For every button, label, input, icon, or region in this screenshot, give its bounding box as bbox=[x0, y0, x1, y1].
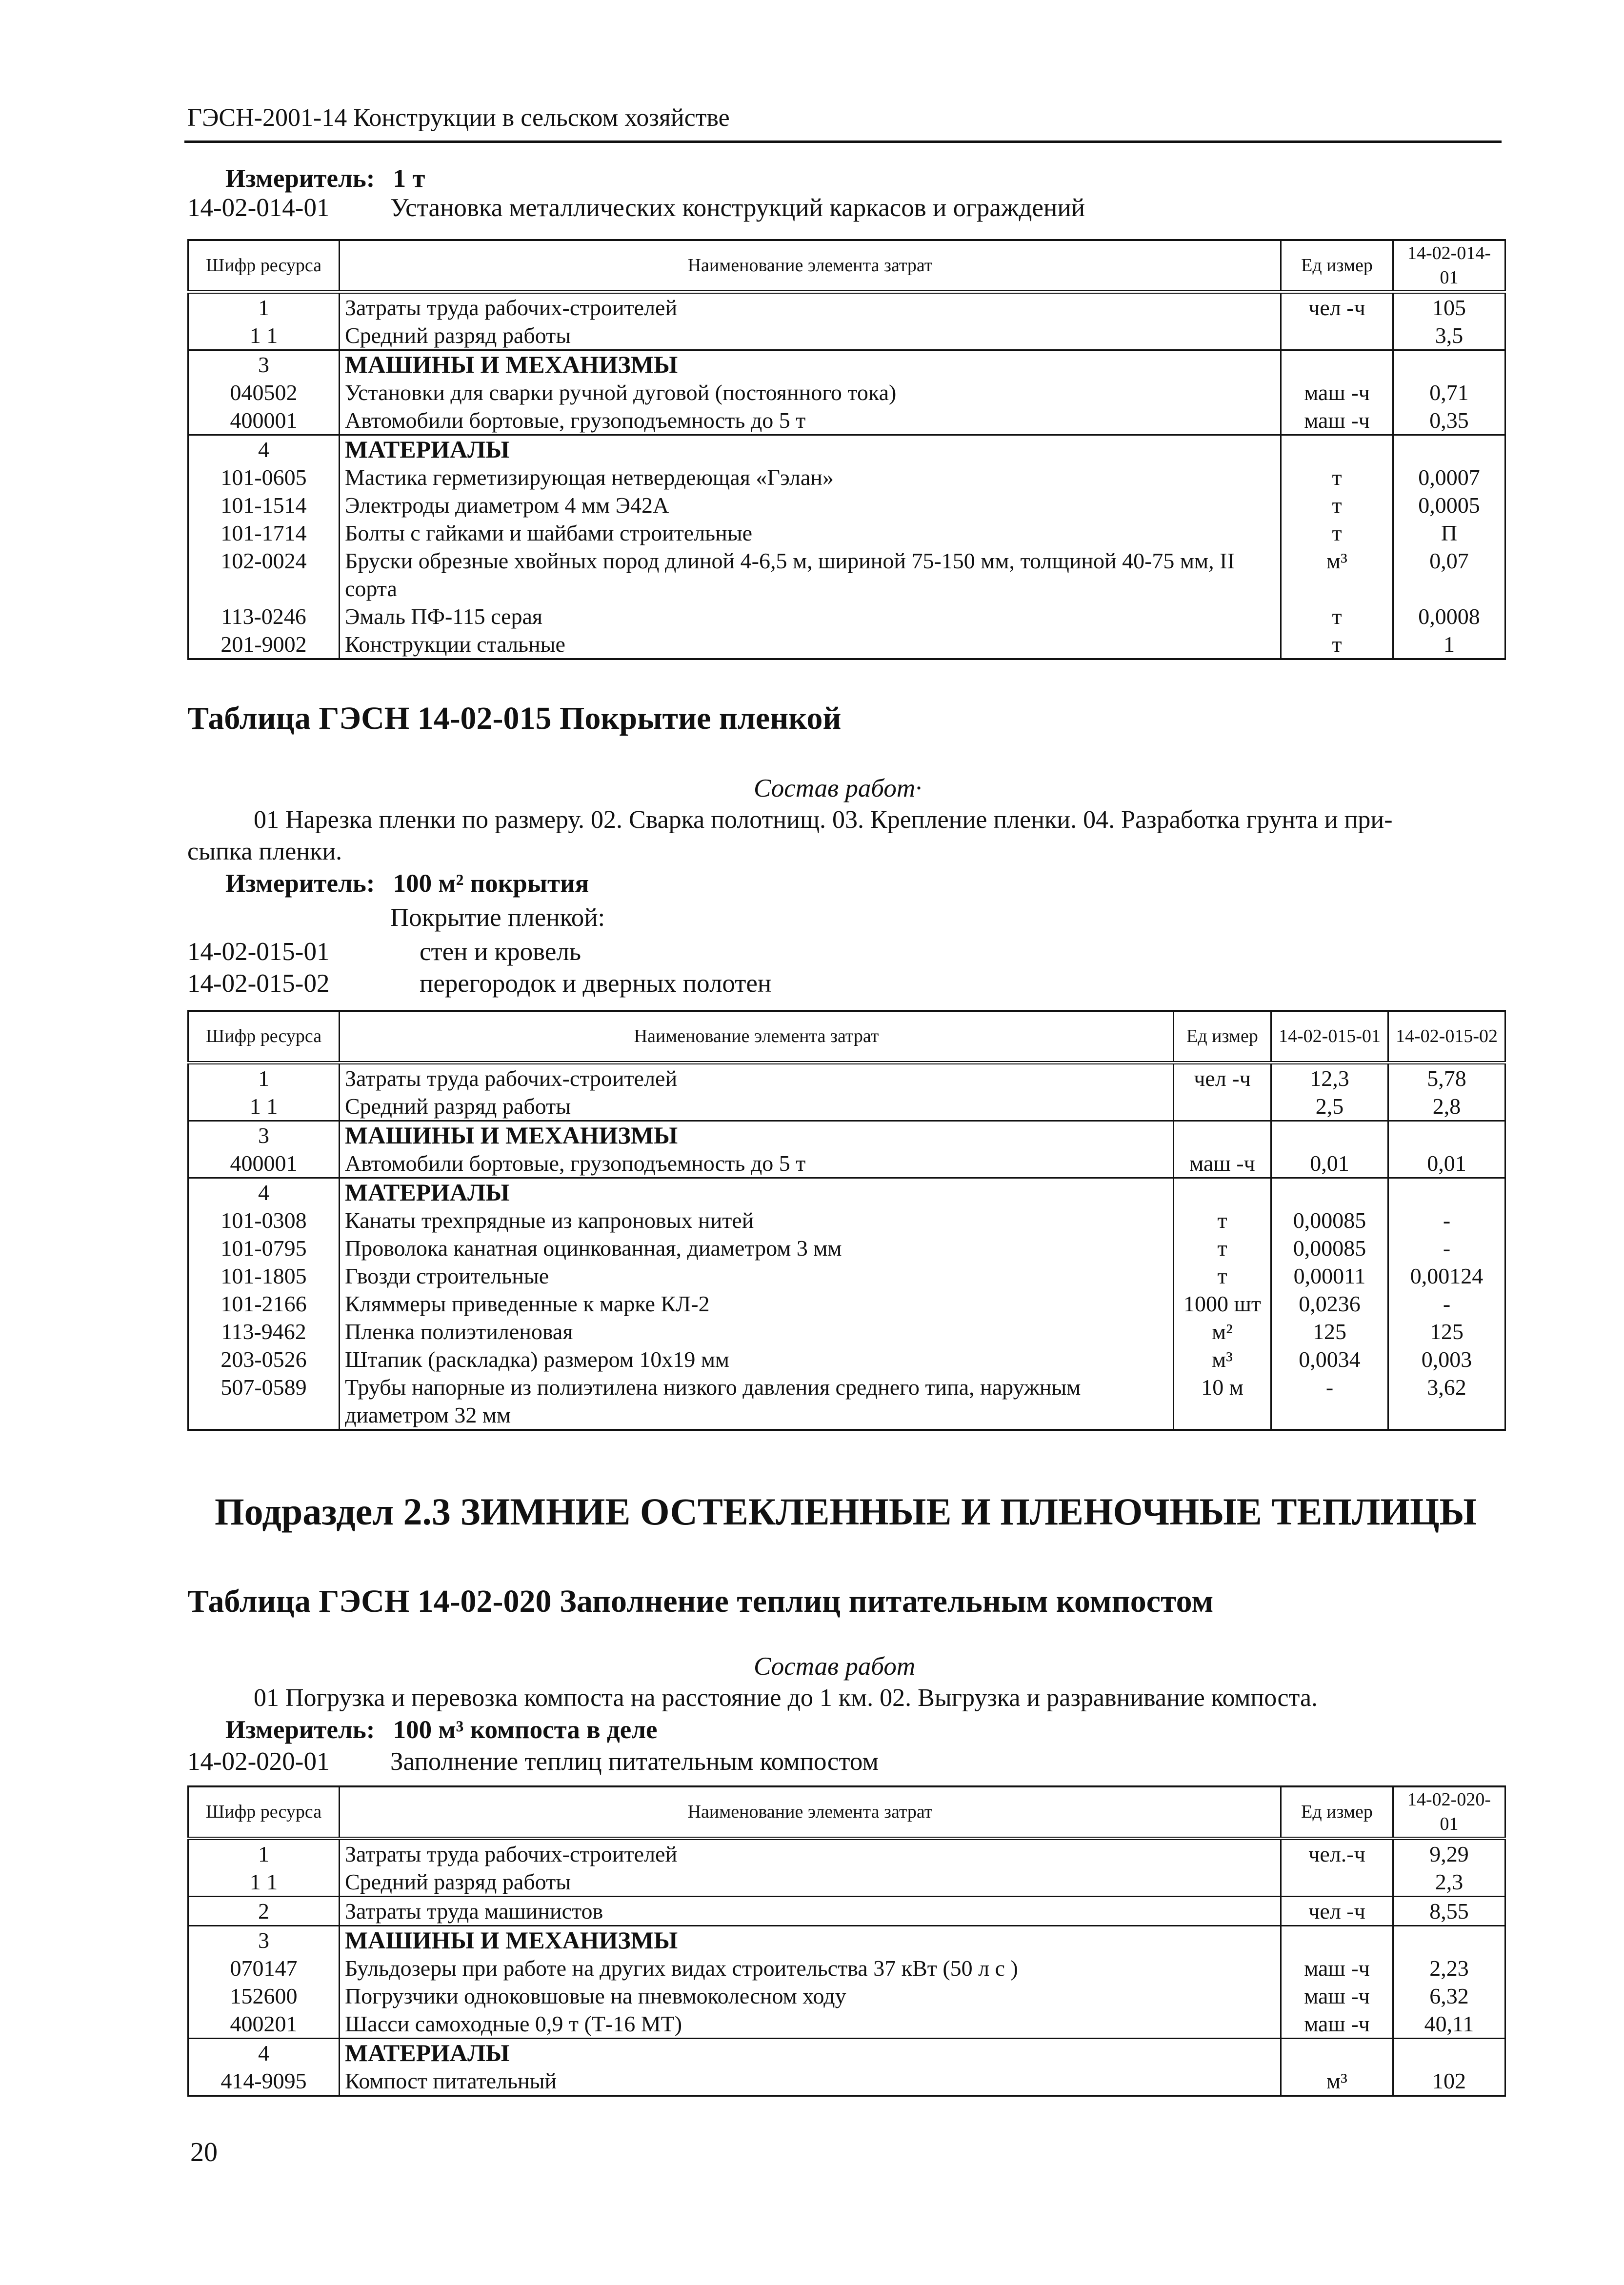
cell-name: Бульдозеры при работе на других видах строительства 37 кВт (50 л с ) bbox=[340, 1954, 1281, 1982]
cell-name: Эмаль ПФ-115 серая bbox=[340, 602, 1281, 630]
cell-v2: - bbox=[1388, 1234, 1505, 1262]
cell-code: 070147 bbox=[188, 1954, 340, 1982]
header-divider bbox=[184, 140, 1502, 143]
cell-name: Средний разряд работы bbox=[340, 1092, 1174, 1121]
meter-label: Измеритель: bbox=[225, 164, 375, 193]
header-code: Шифр ресурса bbox=[188, 1011, 340, 1062]
cell-code: 2 bbox=[188, 1896, 340, 1925]
cell-v2: - bbox=[1388, 1290, 1505, 1318]
header-unit: Ед измер bbox=[1281, 240, 1393, 292]
cell-code: 201-9002 bbox=[188, 630, 340, 659]
cell-v2: 0,00124 bbox=[1388, 1262, 1505, 1290]
cell-v1: 0,71 bbox=[1393, 379, 1505, 406]
cell-v2 bbox=[1388, 1178, 1505, 1206]
cell-v1: 0,0005 bbox=[1393, 491, 1505, 519]
cell-v1: 2,3 bbox=[1393, 1868, 1505, 1897]
cell-v1 bbox=[1393, 435, 1505, 463]
header-norm-col: 14-02-020-01 bbox=[1393, 1786, 1505, 1838]
table-row bbox=[188, 1982, 1505, 2010]
cell-unit: маш -ч bbox=[1174, 1149, 1271, 1178]
works-heading-2: Состав работ· bbox=[754, 774, 922, 802]
cell-name: Штапик (раскладка) размером 10х19 мм bbox=[340, 1345, 1174, 1373]
cell-name: Шасси самоходные 0,9 т (Т-16 МТ) bbox=[340, 2010, 1281, 2039]
cell-name: Гвозди строительные bbox=[340, 1262, 1174, 1290]
meter-label: Измеритель: bbox=[225, 869, 375, 898]
table-title-14-02-020: Таблица ГЭСН 14-02-020 Заполнение теплиц питательным компостом bbox=[187, 1583, 1214, 1619]
meter-value: 100 м² покрытия bbox=[393, 869, 589, 898]
resource-table-14-02-014 bbox=[187, 239, 1506, 660]
table-row bbox=[188, 1121, 1505, 1149]
cell-v1: - bbox=[1271, 1373, 1388, 1430]
cell-name: Затраты труда рабочих-строителей bbox=[340, 1062, 1174, 1092]
header-code: Шифр ресурса bbox=[188, 240, 340, 292]
table-row bbox=[188, 2067, 1505, 2096]
header-norm-col-1: 14-02-015-01 bbox=[1271, 1011, 1388, 1062]
cell-unit bbox=[1281, 435, 1393, 463]
cell-name: Конструкции стальные bbox=[340, 630, 1281, 659]
cell-code: 101-0308 bbox=[188, 1206, 340, 1234]
cell-v2: 125 bbox=[1388, 1318, 1505, 1345]
table-row bbox=[188, 1234, 1505, 1262]
cell-code: 4 bbox=[188, 435, 340, 463]
cell-unit: маш -ч bbox=[1281, 1982, 1393, 2010]
table-row bbox=[188, 1925, 1505, 1954]
meter-value: 100 м³ компоста в деле bbox=[393, 1716, 658, 1744]
cell-code: 1 1 bbox=[188, 1868, 340, 1897]
cell-unit bbox=[1174, 1092, 1271, 1121]
cell-unit: т bbox=[1281, 602, 1393, 630]
table-row bbox=[188, 1178, 1505, 1206]
cell-name: МАТЕРИАЛЫ bbox=[340, 2038, 1281, 2067]
cell-code: 113-0246 bbox=[188, 602, 340, 630]
cell-code: 400001 bbox=[188, 406, 340, 435]
norm-group-title: Покрытие пленкой: bbox=[390, 903, 605, 932]
cell-v2: 0,01 bbox=[1388, 1149, 1505, 1178]
cell-name: МАШИНЫ И МЕХАНИЗМЫ bbox=[340, 1925, 1281, 1954]
cell-v1 bbox=[1271, 1121, 1388, 1149]
cell-name: Автомобили бортовые, грузоподъемность до 5 т bbox=[340, 1149, 1174, 1178]
table-row bbox=[188, 1868, 1505, 1897]
header-name: Наименование элемента затрат bbox=[340, 240, 1281, 292]
works-text-3: 01 Погрузка и перевозка компоста на расстояние до 1 км. 02. Выгрузка и разравнивание компоста. bbox=[254, 1684, 1318, 1712]
cell-v2: 0,003 bbox=[1388, 1345, 1505, 1373]
page-number: 20 bbox=[190, 2137, 218, 2167]
cell-code: 102-0024 bbox=[188, 547, 340, 602]
table-row bbox=[188, 1092, 1505, 1121]
cell-code: 113-9462 bbox=[188, 1318, 340, 1345]
cell-name: Пленка полиэтиленовая bbox=[340, 1318, 1174, 1345]
cell-v1: 8,55 bbox=[1393, 1896, 1505, 1925]
cell-code: 3 bbox=[188, 1121, 340, 1149]
cell-name: МАШИНЫ И МЕХАНИЗМЫ bbox=[340, 350, 1281, 379]
table-row bbox=[188, 1345, 1505, 1373]
cell-name: Болты с гайками и шайбами строительные bbox=[340, 519, 1281, 547]
table-row bbox=[188, 350, 1505, 379]
cell-name: Средний разряд работы bbox=[340, 1868, 1281, 1897]
header-name: Наименование элемента затрат bbox=[340, 1011, 1174, 1062]
table-row bbox=[188, 547, 1505, 602]
cell-v2: 3,62 bbox=[1388, 1373, 1505, 1430]
cell-name: Затраты труда рабочих-строителей bbox=[340, 292, 1281, 321]
cell-code: 400201 bbox=[188, 2010, 340, 2039]
cell-name: МАТЕРИАЛЫ bbox=[340, 1178, 1174, 1206]
cell-v1: 0,00085 bbox=[1271, 1234, 1388, 1262]
cell-v1: 12,3 bbox=[1271, 1062, 1388, 1092]
cell-unit bbox=[1281, 1925, 1393, 1954]
header-unit: Ед измер bbox=[1174, 1011, 1271, 1062]
cell-code: 400001 bbox=[188, 1149, 340, 1178]
cell-unit: т bbox=[1281, 630, 1393, 659]
meter-label: Измеритель: bbox=[225, 1716, 375, 1744]
cell-v1: 102 bbox=[1393, 2067, 1505, 2096]
table-row bbox=[188, 463, 1505, 491]
cell-code: 101-0605 bbox=[188, 463, 340, 491]
cell-v1 bbox=[1393, 2038, 1505, 2067]
cell-v2: - bbox=[1388, 1206, 1505, 1234]
cell-name: Средний разряд работы bbox=[340, 321, 1281, 350]
cell-unit: т bbox=[1281, 491, 1393, 519]
cell-code: 101-2166 bbox=[188, 1290, 340, 1318]
table-row bbox=[188, 321, 1505, 350]
norm-code-2a: 14-02-015-01 bbox=[187, 938, 330, 966]
cell-v1: 9,29 bbox=[1393, 1838, 1505, 1868]
cell-unit: т bbox=[1174, 1262, 1271, 1290]
cell-code: 3 bbox=[188, 350, 340, 379]
cell-unit bbox=[1281, 321, 1393, 350]
cell-code: 101-1805 bbox=[188, 1262, 340, 1290]
cell-v1: 1 bbox=[1393, 630, 1505, 659]
header-norm-col: 14-02-014-01 bbox=[1393, 240, 1505, 292]
table-row bbox=[188, 491, 1505, 519]
norm-title-2b: перегородок и дверных полотен bbox=[420, 969, 772, 998]
cell-unit bbox=[1174, 1121, 1271, 1149]
meter-value: 1 т bbox=[393, 164, 425, 193]
cell-unit: маш -ч bbox=[1281, 379, 1393, 406]
cell-v2: 5,78 bbox=[1388, 1062, 1505, 1092]
norm-code-2b: 14-02-015-02 bbox=[187, 969, 330, 998]
cell-name: Электроды диаметром 4 мм Э42А bbox=[340, 491, 1281, 519]
cell-v1 bbox=[1393, 1925, 1505, 1954]
cell-unit: м³ bbox=[1281, 2067, 1393, 2096]
cell-unit: 1000 шт bbox=[1174, 1290, 1271, 1318]
cell-name: Канаты трехпрядные из капроновых нитей bbox=[340, 1206, 1174, 1234]
norm-title-3: Заполнение теплиц питательным компостом bbox=[390, 1747, 879, 1776]
cell-unit bbox=[1281, 350, 1393, 379]
cell-unit: чел -ч bbox=[1281, 1896, 1393, 1925]
resource-table-14-02-020 bbox=[187, 1785, 1506, 2097]
cell-code: 040502 bbox=[188, 379, 340, 406]
cell-code: 101-1514 bbox=[188, 491, 340, 519]
table-row bbox=[188, 1373, 1505, 1430]
cell-v1: 0,0236 bbox=[1271, 1290, 1388, 1318]
cell-name: Проволока канатная оцинкованная, диаметром 3 мм bbox=[340, 1234, 1174, 1262]
cell-unit bbox=[1281, 2038, 1393, 2067]
table-row bbox=[188, 1062, 1505, 1092]
cell-v1: 0,00085 bbox=[1271, 1206, 1388, 1234]
cell-name: Компост питательный bbox=[340, 2067, 1281, 2096]
cell-v1: 6,32 bbox=[1393, 1982, 1505, 2010]
cell-code: 203-0526 bbox=[188, 1345, 340, 1373]
cell-unit: м³ bbox=[1174, 1345, 1271, 1373]
cell-unit: чел -ч bbox=[1174, 1062, 1271, 1092]
cell-code: 507-0589 bbox=[188, 1373, 340, 1430]
header-norm-col-2: 14-02-015-02 bbox=[1388, 1011, 1505, 1062]
table-row bbox=[188, 519, 1505, 547]
cell-v1: 125 bbox=[1271, 1318, 1388, 1345]
header-code: Шифр ресурса bbox=[188, 1786, 340, 1838]
cell-v1: 0,00011 bbox=[1271, 1262, 1388, 1290]
table-row bbox=[188, 1290, 1505, 1318]
cell-unit: т bbox=[1281, 463, 1393, 491]
table-row bbox=[188, 1206, 1505, 1234]
cell-unit: 10 м bbox=[1174, 1373, 1271, 1430]
table-row bbox=[188, 602, 1505, 630]
cell-unit bbox=[1281, 1868, 1393, 1897]
table-row bbox=[188, 630, 1505, 659]
cell-code: 1 bbox=[188, 292, 340, 321]
cell-unit: чел.-ч bbox=[1281, 1838, 1393, 1868]
cell-name: Автомобили бортовые, грузоподъемность до 5 т bbox=[340, 406, 1281, 435]
meter-line-3 bbox=[225, 1717, 658, 1743]
cell-name: Трубы напорные из полиэтилена низкого давления среднего типа, наружным диаметром 32 мм bbox=[340, 1373, 1174, 1430]
cell-v2 bbox=[1388, 1121, 1505, 1149]
cell-v1: 2,5 bbox=[1271, 1092, 1388, 1121]
cell-v1: 0,0008 bbox=[1393, 602, 1505, 630]
cell-name: Бруски обрезные хвойных пород длиной 4-6,5 м, шириной 75-150 мм, толщиной 40-75 мм, II сорта bbox=[340, 547, 1281, 602]
table-title-14-02-015: Таблица ГЭСН 14-02-015 Покрытие пленкой bbox=[187, 701, 842, 736]
norm-code-3: 14-02-020-01 bbox=[187, 1747, 330, 1776]
cell-code: 101-1714 bbox=[188, 519, 340, 547]
cell-name: МАШИНЫ И МЕХАНИЗМЫ bbox=[340, 1121, 1174, 1149]
cell-name: Мастика герметизирующая нетвердеющая «Гэлан» bbox=[340, 463, 1281, 491]
cell-code: 4 bbox=[188, 1178, 340, 1206]
cell-unit: т bbox=[1174, 1234, 1271, 1262]
cell-name: Затраты труда машинистов bbox=[340, 1896, 1281, 1925]
cell-name: Затраты труда рабочих-строителей bbox=[340, 1838, 1281, 1868]
cell-unit: чел -ч bbox=[1281, 292, 1393, 321]
cell-v1: 40,11 bbox=[1393, 2010, 1505, 2039]
cell-code: 1 1 bbox=[188, 1092, 340, 1121]
cell-code: 152600 bbox=[188, 1982, 340, 2010]
subsection-title: Подраздел 2.3 ЗИМНИЕ ОСТЕКЛЕННЫЕ И ПЛЕНОЧНЫЕ ТЕПЛИЦЫ bbox=[215, 1490, 1477, 1533]
cell-unit: т bbox=[1281, 519, 1393, 547]
header-unit: Ед измер bbox=[1281, 1786, 1393, 1838]
norm-title-1: Установка металлических конструкций каркасов и ограждений bbox=[390, 194, 1085, 222]
cell-unit: м³ bbox=[1281, 547, 1393, 602]
cell-v1: 0,07 bbox=[1393, 547, 1505, 602]
table-row bbox=[188, 1838, 1505, 1868]
cell-unit: м² bbox=[1174, 1318, 1271, 1345]
table-row bbox=[188, 1262, 1505, 1290]
cell-code: 4 bbox=[188, 2038, 340, 2067]
works-heading-3: Состав работ bbox=[754, 1652, 916, 1681]
cell-code: 1 1 bbox=[188, 321, 340, 350]
cell-v1: 0,35 bbox=[1393, 406, 1505, 435]
cell-unit: маш -ч bbox=[1281, 2010, 1393, 2039]
cell-code: 1 bbox=[188, 1838, 340, 1868]
works-text-2b: сыпка пленки. bbox=[187, 838, 342, 865]
cell-name: Установки для сварки ручной дуговой (постоянного тока) bbox=[340, 379, 1281, 406]
cell-code: 1 bbox=[188, 1062, 340, 1092]
table-row bbox=[188, 435, 1505, 463]
meter-line-2 bbox=[225, 871, 589, 897]
table-row bbox=[188, 1954, 1505, 1982]
meter-line-1 bbox=[225, 166, 425, 192]
norm-title-2a: стен и кровель bbox=[420, 938, 581, 966]
header-name: Наименование элемента затрат bbox=[340, 1786, 1281, 1838]
cell-unit: маш -ч bbox=[1281, 1954, 1393, 1982]
cell-unit: т bbox=[1174, 1206, 1271, 1234]
cell-v1: 0,0034 bbox=[1271, 1345, 1388, 1373]
cell-name: Погрузчики одноковшовые на пневмоколесном ходу bbox=[340, 1982, 1281, 2010]
cell-v1: 105 bbox=[1393, 292, 1505, 321]
cell-v2: 2,8 bbox=[1388, 1092, 1505, 1121]
cell-v1 bbox=[1393, 350, 1505, 379]
table-row bbox=[188, 2010, 1505, 2039]
cell-code: 101-0795 bbox=[188, 1234, 340, 1262]
table-row bbox=[188, 1149, 1505, 1178]
table-row bbox=[188, 379, 1505, 406]
table-row bbox=[188, 2038, 1505, 2067]
table-row bbox=[188, 1318, 1505, 1345]
cell-v1: 0,0007 bbox=[1393, 463, 1505, 491]
cell-v1: 3,5 bbox=[1393, 321, 1505, 350]
works-text-2a: 01 Нарезка пленки по размеру. 02. Сварка полотнищ. 03. Крепление пленки. 04. Разработка грунта и при- bbox=[254, 806, 1393, 834]
resource-table-14-02-015 bbox=[187, 1010, 1506, 1431]
cell-code: 3 bbox=[188, 1925, 340, 1954]
cell-code: 414-9095 bbox=[188, 2067, 340, 2096]
cell-name: Кляммеры приведенные к марке КЛ-2 bbox=[340, 1290, 1174, 1318]
table-row bbox=[188, 406, 1505, 435]
cell-v1: 2,23 bbox=[1393, 1954, 1505, 1982]
table-row bbox=[188, 292, 1505, 321]
cell-unit bbox=[1174, 1178, 1271, 1206]
cell-v1: П bbox=[1393, 519, 1505, 547]
cell-unit: маш -ч bbox=[1281, 406, 1393, 435]
cell-v1 bbox=[1271, 1178, 1388, 1206]
table-row bbox=[188, 1896, 1505, 1925]
running-header: ГЭСН-2001-14 Конструкции в сельском хозяйстве bbox=[187, 104, 730, 132]
norm-code-1: 14-02-014-01 bbox=[187, 194, 330, 222]
cell-name: МАТЕРИАЛЫ bbox=[340, 435, 1281, 463]
cell-v1: 0,01 bbox=[1271, 1149, 1388, 1178]
